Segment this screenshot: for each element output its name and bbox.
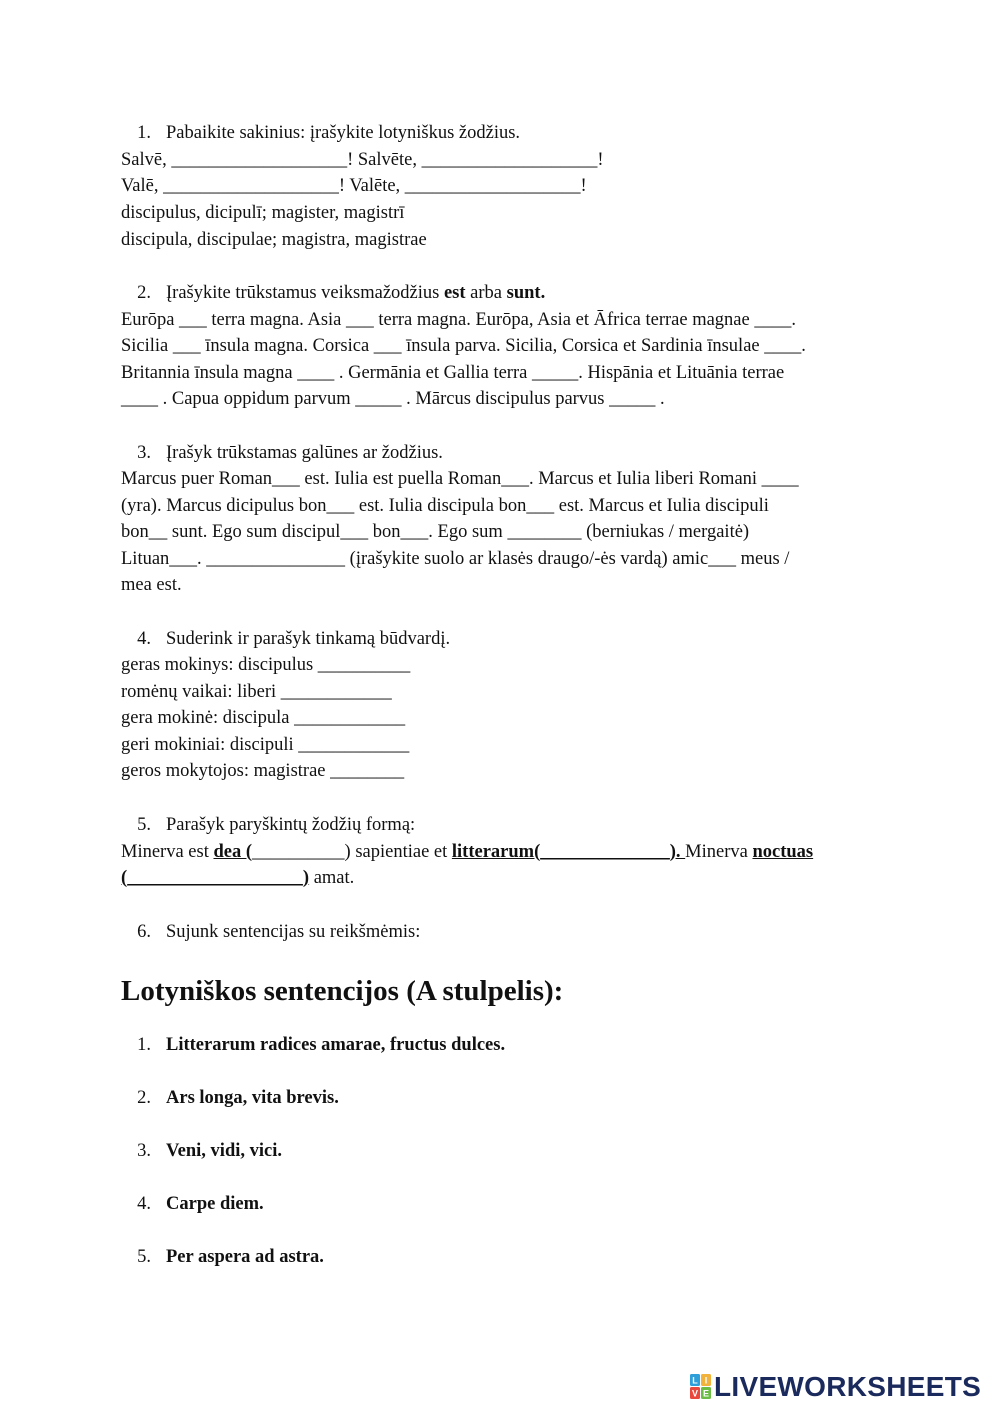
q5-line-2: (___________________) amat. bbox=[121, 868, 355, 888]
q1-line: Valē, ___________________! Valēte, ___________________! bbox=[121, 176, 587, 196]
q1-line: Salvē, ___________________! Salvēte, ___________________! bbox=[121, 150, 604, 170]
svg-text:E: E bbox=[702, 1388, 710, 1399]
q2-line: Eurōpa ___ terra magna. Asia ___ terra magna. Eurōpa, Asia et Āfrica terrae magnae ____. bbox=[121, 310, 796, 330]
q3-line: Lituan___. _______________ (įrašykite suolo ar klasės draugo/-ės vardą) amic___ meus / bbox=[121, 549, 790, 569]
q2-title: 2. Įrašykite trūkstamus veiksmažodžius est arba sunt. bbox=[137, 283, 546, 303]
q3-line: mea est. bbox=[121, 575, 182, 595]
q3-title: 3. Įrašyk trūkstamas galūnes ar žodžius. bbox=[137, 443, 443, 463]
svg-text:I: I bbox=[704, 1375, 708, 1386]
q4-line: gera mokinė: discipula ____________ bbox=[121, 708, 406, 728]
svg-text:L: L bbox=[692, 1375, 698, 1386]
q3-line: (yra). Marcus dicipulus bon___ est. Iulia discipula bon___ est. Marcus et Iulia discipuli bbox=[121, 496, 769, 516]
q6-title: 6. Sujunk sentencijas su reikšmėmis: bbox=[137, 922, 421, 942]
liveworksheets-logo[interactable] bbox=[690, 1372, 981, 1402]
liveworksheets-logo-icon bbox=[690, 1374, 712, 1400]
sentence-item: 5. Per aspera ad astra. bbox=[137, 1247, 324, 1267]
q4-line: geri mokiniai: discipuli ____________ bbox=[121, 735, 410, 755]
q2-line: Sicilia ___ īnsula magna. Corsica ___ īnsula parva. Sicilia, Corsica et Sardinia īnsulae ____. bbox=[121, 336, 806, 356]
sentence-item: 1. Litterarum radices amarae, fructus dulces. bbox=[137, 1035, 506, 1055]
sentence-item: 2. Ars longa, vita brevis. bbox=[137, 1088, 339, 1108]
sentence-item: 3. Veni, vidi, vici. bbox=[137, 1141, 282, 1161]
q1-title: 1. Pabaikite sakinius: įrašykite lotyniškus žodžius. bbox=[137, 123, 521, 143]
sentence-item: 4. Carpe diem. bbox=[137, 1194, 264, 1214]
q4-line: romėnų vaikai: liberi ____________ bbox=[121, 682, 392, 702]
q5-title: 5. Parašyk paryškintų žodžių formą: bbox=[137, 815, 416, 835]
q1-line: discipulus, dicipulī; magister, magistrī bbox=[121, 203, 405, 223]
q4-line: geras mokinys: discipulus __________ bbox=[121, 655, 411, 675]
logo-text: LIVEWORKSHEETS bbox=[714, 1371, 982, 1402]
section-heading: Lotyniškos sentencijos (A stulpelis): bbox=[121, 975, 564, 1007]
q5-line-1: Minerva est dea (__________) sapientiae et litterarum(______________). Minerva noctuas bbox=[121, 842, 814, 862]
q3-line: bon__ sunt. Ego sum discipul___ bon___. Ego sum ________ (berniukas / mergaitė) bbox=[121, 522, 750, 542]
svg-text:V: V bbox=[691, 1388, 699, 1399]
q3-line: Marcus puer Roman___ est. Iulia est puella Roman___. Marcus et Iulia liberi Romani ____ bbox=[121, 469, 799, 489]
q2-line: Britannia īnsula magna ____ . Germānia et Gallia terra _____. Hispānia et Lituānia terrae bbox=[121, 363, 785, 383]
q4-title: 4. Suderink ir parašyk tinkamą būdvardį. bbox=[137, 629, 451, 649]
q1-line: discipula, discipulae; magistra, magistrae bbox=[121, 230, 427, 250]
q2-line: ____ . Capua oppidum parvum _____ . Mārcus discipulus parvus _____ . bbox=[121, 389, 665, 409]
q4-line: geros mokytojos: magistrae ________ bbox=[121, 761, 405, 781]
